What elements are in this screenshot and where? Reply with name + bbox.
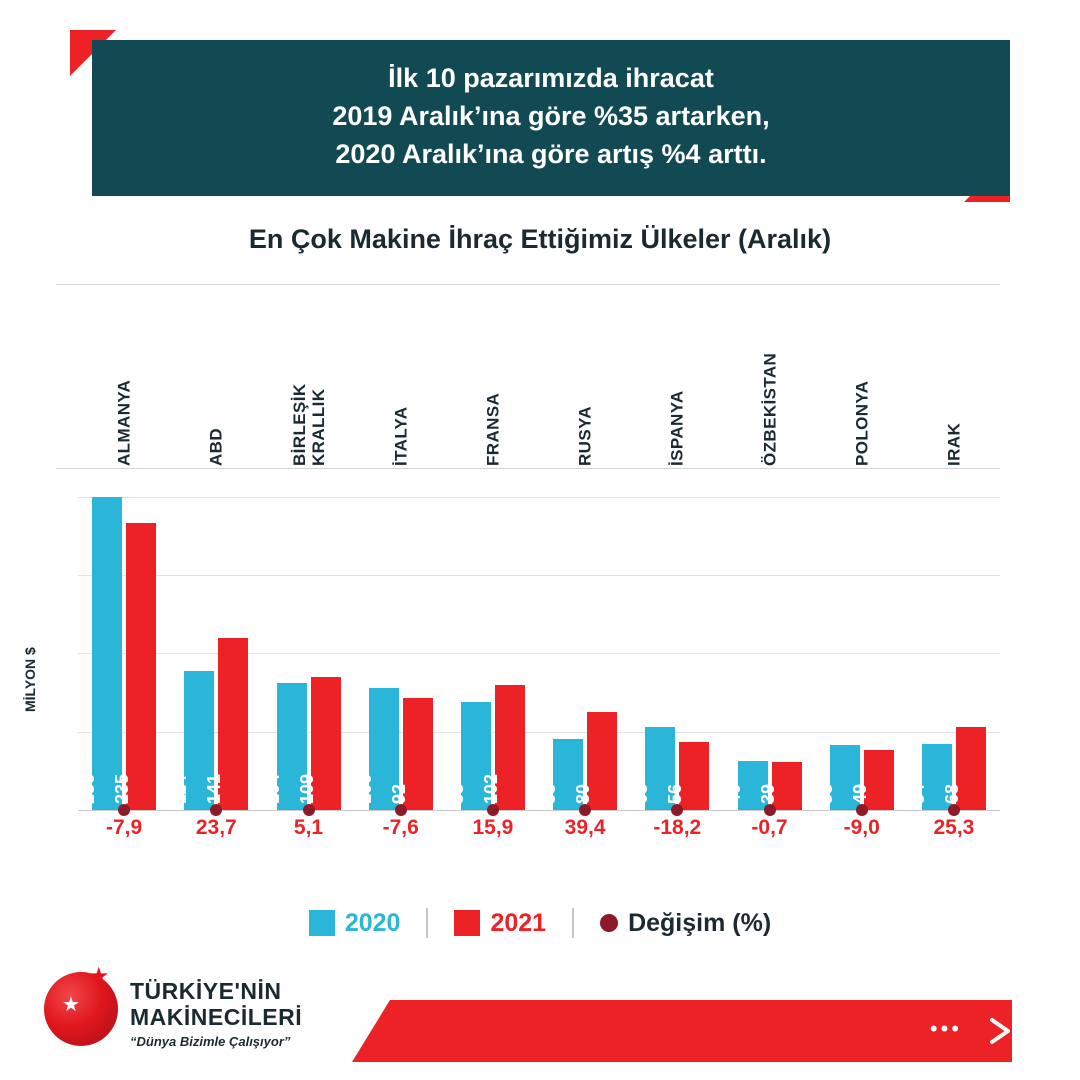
bar-value-label: 56 bbox=[665, 783, 686, 804]
bar-2021[interactable] bbox=[665, 742, 709, 810]
legend-swatch-2020-icon bbox=[309, 910, 335, 936]
y-axis-label: MİLYON $ bbox=[22, 647, 38, 712]
category-label: BİRLEŞİK KRALLIK bbox=[289, 383, 328, 466]
change-value: 15,9 bbox=[472, 816, 514, 839]
category-label: ALMANYA bbox=[114, 379, 134, 466]
change-dot-marker bbox=[303, 804, 315, 816]
category-label-cell bbox=[539, 290, 631, 466]
category-labels bbox=[78, 290, 1000, 466]
legend-label-2021: 2021 bbox=[490, 908, 547, 937]
header-banner bbox=[70, 30, 1010, 202]
change-dot-marker bbox=[210, 804, 222, 816]
change-dot-marker bbox=[948, 804, 960, 816]
banner-line-1: İlk 10 pazarımızda ihracat bbox=[388, 63, 714, 93]
change-dot-marker bbox=[671, 804, 683, 816]
bar-value-label: 68 bbox=[941, 783, 962, 804]
change-value: -18,2 bbox=[653, 816, 702, 839]
bar-group bbox=[78, 480, 170, 810]
legend-label-2020: 2020 bbox=[344, 908, 401, 937]
bar-value-label: 102 bbox=[480, 773, 501, 804]
category-label-cell bbox=[816, 290, 908, 466]
category-label: İTALYA bbox=[391, 406, 411, 466]
bar-value-label: 68 bbox=[631, 783, 652, 804]
chart-subtitle: En Çok Makine İhraç Ettiğimiz Ülkeler (Aralık) bbox=[248, 224, 832, 254]
category-label-cell bbox=[447, 290, 539, 466]
bar-2021[interactable] bbox=[480, 685, 525, 810]
logo-line-1: TÜRKİYE'NİN bbox=[130, 978, 282, 1004]
bar-2021[interactable] bbox=[849, 750, 894, 810]
bar-value-label: 92 bbox=[388, 783, 409, 804]
bar-value-label: 141 bbox=[204, 773, 225, 804]
category-label-cell bbox=[78, 290, 170, 466]
bar-value-label: 104 bbox=[262, 773, 283, 804]
legend-dot-change-icon bbox=[600, 914, 618, 932]
divider-top bbox=[56, 284, 1000, 285]
bar-value-label: 49 bbox=[849, 783, 870, 804]
bar-group bbox=[447, 480, 539, 810]
change-dot-marker bbox=[395, 804, 407, 816]
chart-container bbox=[22, 284, 1000, 844]
category-label: İSPANYA bbox=[667, 390, 687, 466]
bar-2021[interactable] bbox=[573, 712, 617, 810]
chart-legend bbox=[0, 908, 1080, 938]
legend-swatch-2021-icon bbox=[454, 910, 480, 936]
change-value: -9,0 bbox=[843, 816, 880, 839]
category-label: POLONYA bbox=[852, 380, 872, 466]
logo-star-small-icon: ★ bbox=[62, 994, 80, 1016]
band-dots: ••• bbox=[929, 1016, 962, 1041]
category-label: IRAK bbox=[944, 422, 964, 466]
bar-value-label: 53 bbox=[815, 783, 836, 804]
change-dot-marker bbox=[118, 804, 130, 816]
change-value: -0,7 bbox=[751, 816, 788, 839]
change-dot-marker bbox=[487, 804, 499, 816]
change-values-row bbox=[78, 816, 1000, 840]
bar-group bbox=[170, 480, 262, 810]
bar-value-label: 109 bbox=[296, 773, 317, 804]
logo-text bbox=[130, 978, 302, 1049]
footer bbox=[0, 950, 1080, 1080]
bar-2021[interactable] bbox=[757, 762, 802, 810]
change-value: -7,9 bbox=[106, 816, 143, 839]
bar-2021[interactable] bbox=[296, 677, 341, 810]
bar-value-label: 39 bbox=[757, 783, 778, 804]
bar-value-label: 114 bbox=[170, 774, 191, 804]
category-label-cell bbox=[723, 290, 815, 466]
next-arrow-icon[interactable] bbox=[984, 1014, 1018, 1048]
category-label-cell bbox=[908, 290, 1000, 466]
bar-value-label: 58 bbox=[539, 783, 560, 804]
bar-2021[interactable] bbox=[388, 698, 433, 810]
bar-value-label: 235 bbox=[112, 773, 133, 804]
logo-line-2: MAKİNECİLERİ bbox=[130, 1004, 303, 1030]
bar-value-label: 256 bbox=[78, 773, 99, 804]
category-label: RUSYA bbox=[575, 406, 595, 466]
bar-2020[interactable] bbox=[78, 497, 122, 810]
bar-group bbox=[355, 480, 447, 810]
bar-group bbox=[816, 480, 908, 810]
banner-line-2: 2019 Aralık’ına göre %35 artarken, bbox=[332, 101, 770, 131]
category-label-cell bbox=[355, 290, 447, 466]
legend-label-change: Değişim (%) bbox=[628, 908, 772, 937]
bar-groups bbox=[78, 480, 1000, 810]
bar-group bbox=[723, 480, 815, 810]
bar-value-label: 54 bbox=[907, 783, 928, 804]
category-label-cell bbox=[262, 290, 354, 466]
legend-item-2021[interactable] bbox=[454, 909, 546, 938]
change-dot-marker bbox=[764, 804, 776, 816]
bar-group bbox=[262, 480, 354, 810]
category-label-cell bbox=[631, 290, 723, 466]
logo-slogan: “Dünya Bizimle Çalışıyor” bbox=[130, 1034, 291, 1049]
change-dot-marker bbox=[856, 804, 868, 816]
change-value: -7,6 bbox=[382, 816, 419, 839]
bar-group bbox=[631, 480, 723, 810]
logo-star-large-icon: ★ bbox=[88, 963, 110, 990]
change-value: 5,1 bbox=[293, 816, 324, 839]
legend-item-2020[interactable] bbox=[309, 909, 401, 938]
bar-value-label: 88 bbox=[446, 783, 467, 804]
bar-group bbox=[908, 480, 1000, 810]
change-value: 25,3 bbox=[933, 816, 975, 839]
change-dot-marker bbox=[579, 804, 591, 816]
banner-line-3: 2020 Aralık’ına göre artış %4 arttı. bbox=[335, 139, 767, 169]
bar-2021[interactable] bbox=[112, 523, 156, 810]
bar-2021[interactable] bbox=[204, 638, 248, 810]
legend-divider bbox=[426, 908, 428, 938]
legend-item-change[interactable] bbox=[600, 909, 771, 938]
change-value: 23,7 bbox=[195, 816, 237, 839]
change-value: 39,4 bbox=[564, 816, 606, 839]
legend-divider-2 bbox=[572, 908, 574, 938]
bar-2021[interactable] bbox=[941, 727, 986, 810]
category-label-cell bbox=[170, 290, 262, 466]
bar-value-label: 100 bbox=[354, 773, 375, 804]
category-label: ÖZBEKİSTAN bbox=[760, 352, 780, 466]
footer-red-band bbox=[352, 1000, 1012, 1062]
category-label: FRANSA bbox=[483, 392, 503, 466]
bar-value-label: 80 bbox=[573, 783, 594, 804]
banner-text-box bbox=[92, 40, 1010, 196]
bar-group bbox=[539, 480, 631, 810]
category-label: ABD bbox=[206, 427, 226, 466]
bar-value-label: 40 bbox=[723, 783, 744, 804]
divider-middle bbox=[56, 468, 1000, 469]
plot-area bbox=[22, 480, 1000, 844]
